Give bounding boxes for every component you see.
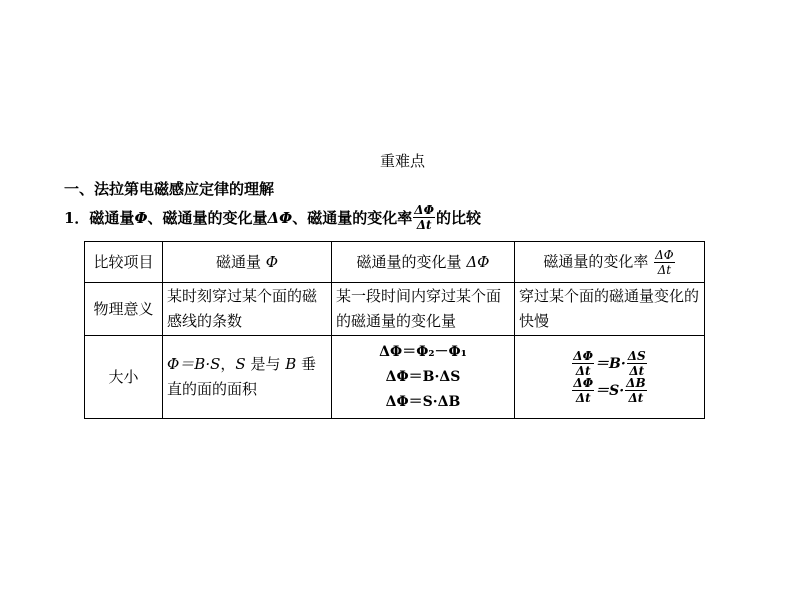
size-flux-rate	[515, 336, 705, 419]
flux-change-eq-3: ΔΦ＝S·ΔB	[385, 393, 461, 410]
fraction-numerator: ΔΦ	[573, 376, 594, 390]
meaning-flux-change: 某一段时间内穿过某个面的磁通量的变化量	[332, 283, 515, 336]
subheading-mid2: 、磁通量的变化率	[292, 209, 413, 227]
rate-eq1-left-fraction	[572, 350, 594, 377]
meaning-flux-rate: 穿过某个面的磁通量变化的快慢	[515, 283, 705, 336]
fraction-numerator: ΔΦ	[414, 203, 435, 217]
table-row-meaning	[85, 283, 705, 336]
fraction-denominator: Δt	[629, 364, 645, 378]
header-flux-change-text: 磁通量的变化量	[356, 252, 462, 271]
size-flux-s: S	[235, 355, 246, 373]
rate-eq2-left-fraction	[572, 377, 594, 404]
flux-rate-eq-2	[519, 377, 700, 404]
subheading-suffix: 的比较	[436, 209, 482, 227]
size-flux-tail: 垂直的面的面积	[167, 355, 317, 398]
subheading	[64, 204, 481, 231]
comparison-table	[84, 241, 705, 419]
size-flux-formula: Φ＝B·S	[167, 355, 221, 373]
subheading-dphi: ΔΦ	[267, 208, 293, 227]
flux-change-eq-1: ΔΦ＝Φ₂－Φ₁	[379, 343, 467, 360]
table-row-size	[85, 336, 705, 419]
fraction-denominator: Δt	[628, 391, 644, 405]
subheading-mid1: 、磁通量的变化量	[147, 209, 268, 227]
fraction-numerator: ΔS	[627, 349, 646, 363]
subheading-prefix: 1．磁通量	[64, 209, 135, 227]
table-header-row	[85, 242, 705, 283]
fraction-numerator: ΔB	[626, 376, 646, 390]
rate-eq1-operator: ＝B·	[595, 355, 626, 372]
section-heading: 一、法拉第电磁感应定律的理解	[64, 180, 275, 198]
size-flux-sep: ，	[220, 355, 236, 373]
header-flux	[163, 242, 332, 283]
header-flux-text: 磁通量	[215, 252, 261, 271]
rate-eq2-operator: ＝S·	[595, 382, 625, 399]
header-rate-fraction	[654, 249, 675, 276]
flux-change-eq-2: ΔΦ＝B·ΔS	[385, 368, 461, 385]
size-flux-change	[332, 336, 515, 419]
fraction-numerator: ΔΦ	[573, 349, 594, 363]
fraction-denominator: Δt	[657, 262, 672, 277]
header-compare-item: 比较项目	[85, 242, 163, 283]
subheading-phi: Φ	[134, 208, 148, 227]
fraction-numerator: ΔΦ	[655, 247, 674, 262]
flux-rate-eq-1	[519, 350, 700, 377]
meaning-flux: 某时刻穿过某个面的磁感线的条数	[163, 283, 332, 336]
header-flux-symbol: Φ	[265, 252, 279, 271]
page-title: 重难点	[380, 152, 426, 170]
fraction-denominator: Δt	[575, 364, 591, 378]
rate-eq2-right-fraction	[625, 377, 646, 404]
header-flux-rate-text: 磁通量的变化率	[543, 252, 649, 270]
fraction-denominator: Δt	[575, 391, 591, 405]
subheading-fraction	[413, 204, 435, 231]
size-flux	[163, 336, 332, 419]
fraction-denominator: Δt	[416, 218, 432, 232]
size-flux-mid: 是与	[245, 355, 286, 373]
header-flux-change-symbol: ΔΦ	[466, 252, 490, 271]
header-flux-rate	[515, 242, 705, 283]
rate-eq1-right-fraction	[627, 350, 647, 377]
header-flux-change	[332, 242, 515, 283]
row-label-meaning: 物理意义	[85, 283, 163, 336]
row-label-size: 大小	[85, 336, 163, 419]
size-flux-b: B	[285, 355, 297, 373]
